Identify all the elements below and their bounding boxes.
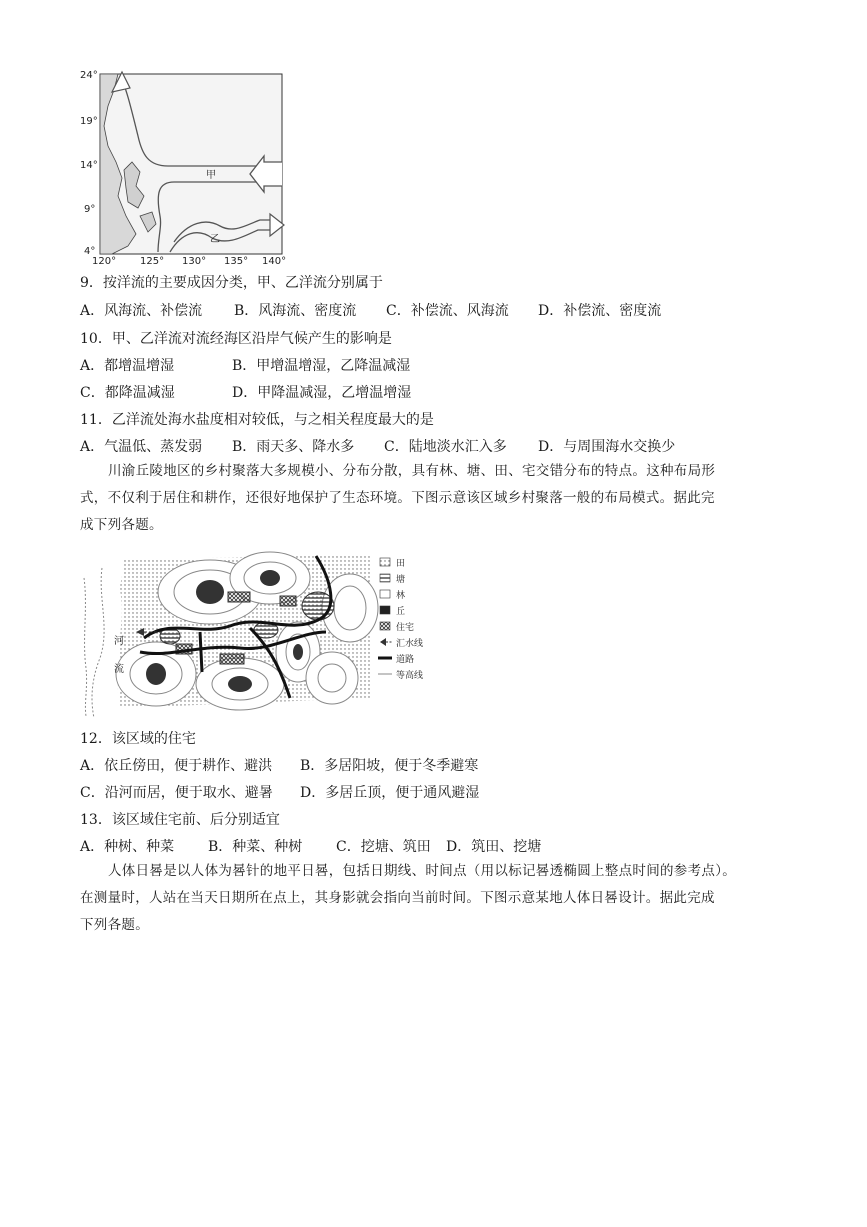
residence [220, 654, 244, 664]
lon-label: 120° [92, 256, 117, 266]
question-10-option-d[interactable]: D．甲降温减湿，乙增温增湿 [232, 385, 412, 401]
legend-field: 田 [396, 559, 406, 569]
legend-pond: 塘 [396, 575, 406, 585]
question-11-stem: 11．乙洋流处海水盐度相对较低，与之相关程度最大的是 [80, 412, 434, 428]
passage-line: 人体日晷是以人体为晷针的地平日晷，包括日期线、时间点（用以标记晷透椭圆上整点时间的参考点）。 [108, 863, 737, 879]
legend-residence: 住宅 [396, 623, 415, 633]
passage-line: 成下列各题。 [80, 517, 163, 533]
hill [196, 658, 284, 710]
lon-label: 135° [224, 256, 249, 266]
legend-contour: 等高线 [396, 671, 424, 681]
passage-line: 川渝丘陵地区的乡村聚落大多规模小、分布分散，具有林、塘、田、宅交错分布的特点。这种布局形 [108, 463, 716, 479]
question-13-option-c[interactable]: C．挖塘、筑田 [336, 839, 431, 855]
settlement-layout-map [80, 548, 440, 718]
lat-label: 14° [80, 160, 98, 171]
legend-drainage: 汇水线 [396, 639, 424, 649]
question-12-option-c[interactable]: C．沿河而居，便于取水、避暑 [80, 785, 273, 801]
question-12-option-b[interactable]: B．多居阳坡，便于冬季避寒 [300, 758, 479, 774]
legend-hill: 丘 [396, 607, 406, 617]
river-bank [92, 568, 104, 718]
lat-label: 24° [80, 70, 98, 81]
question-11-option-a[interactable]: A．气温低、蒸发弱 [80, 439, 203, 455]
residence [280, 596, 296, 606]
passage-line: 式，不仅利于居住和耕作，还很好地保护了生态环境。下图示意该区域乡村聚落一般的布局模式。据此完 [80, 490, 715, 506]
river-label: 流 [114, 664, 124, 675]
question-10-option-a[interactable]: A．都增温增湿 [80, 358, 175, 374]
question-9-option-c[interactable]: C．补偿流、风海流 [386, 303, 509, 319]
question-9-option-b[interactable]: B．风海流、密度流 [234, 303, 357, 319]
passage-settlement [80, 458, 792, 539]
lon-label: 140° [262, 256, 287, 266]
question-9-option-d[interactable]: D．补偿流、密度流 [538, 303, 662, 319]
lat-label: 4° [84, 246, 96, 257]
question-10-option-c[interactable]: C．都降温减湿 [80, 385, 175, 401]
question-13-option-a[interactable]: A．种树、种菜 [80, 839, 175, 855]
question-10-stem: 10．甲、乙洋流对流经海区沿岸气候产生的影响是 [80, 331, 392, 347]
passage-sundial [80, 858, 792, 939]
hill [306, 652, 358, 704]
question-10-option-b[interactable]: B．甲增温增湿，乙降温减湿 [232, 358, 411, 374]
question-9-stem: 9．按洋流的主要成因分类，甲、乙洋流分别属于 [80, 275, 383, 291]
lat-label: 19° [80, 116, 98, 127]
current-label-yi: 乙 [210, 234, 220, 245]
question-13-stem: 13．该区域住宅前、后分别适宜 [80, 812, 280, 828]
question-11-option-b[interactable]: B．雨天多、降水多 [232, 439, 355, 455]
question-9-option-a[interactable]: A．风海流、补偿流 [80, 303, 203, 319]
lon-label: 125° [140, 256, 165, 266]
legend-forest: 林 [396, 591, 406, 601]
lat-label: 9° [84, 204, 96, 215]
river-label: 河 [114, 636, 124, 647]
question-11-option-c[interactable]: C．陆地淡水汇入多 [384, 439, 507, 455]
question-12-option-d[interactable]: D．多居丘顶，便于通风避湿 [300, 785, 480, 801]
ocean-current-map [78, 66, 298, 266]
legend-road: 道路 [396, 655, 415, 665]
question-12-option-a[interactable]: A．依丘傍田，便于耕作、避洪 [80, 758, 273, 774]
lon-label: 130° [182, 256, 207, 266]
question-13-option-b[interactable]: B．种菜、种树 [208, 839, 303, 855]
residence [228, 592, 250, 602]
question-11-option-d[interactable]: D．与周围海水交换少 [538, 439, 676, 455]
question-13-option-d[interactable]: D．筑田、挖塘 [446, 839, 542, 855]
question-12-stem: 12．该区域的住宅 [80, 731, 196, 747]
passage-line: 下列各题。 [80, 917, 149, 933]
river-bank [84, 578, 87, 716]
legend [378, 558, 423, 681]
current-label-jia: 甲 [206, 170, 216, 181]
passage-line: 在测量时，人站在当天日期所在点上，其身影就会指向当前时间。下图示意某地人体日晷设计。据此完成 [80, 890, 715, 906]
